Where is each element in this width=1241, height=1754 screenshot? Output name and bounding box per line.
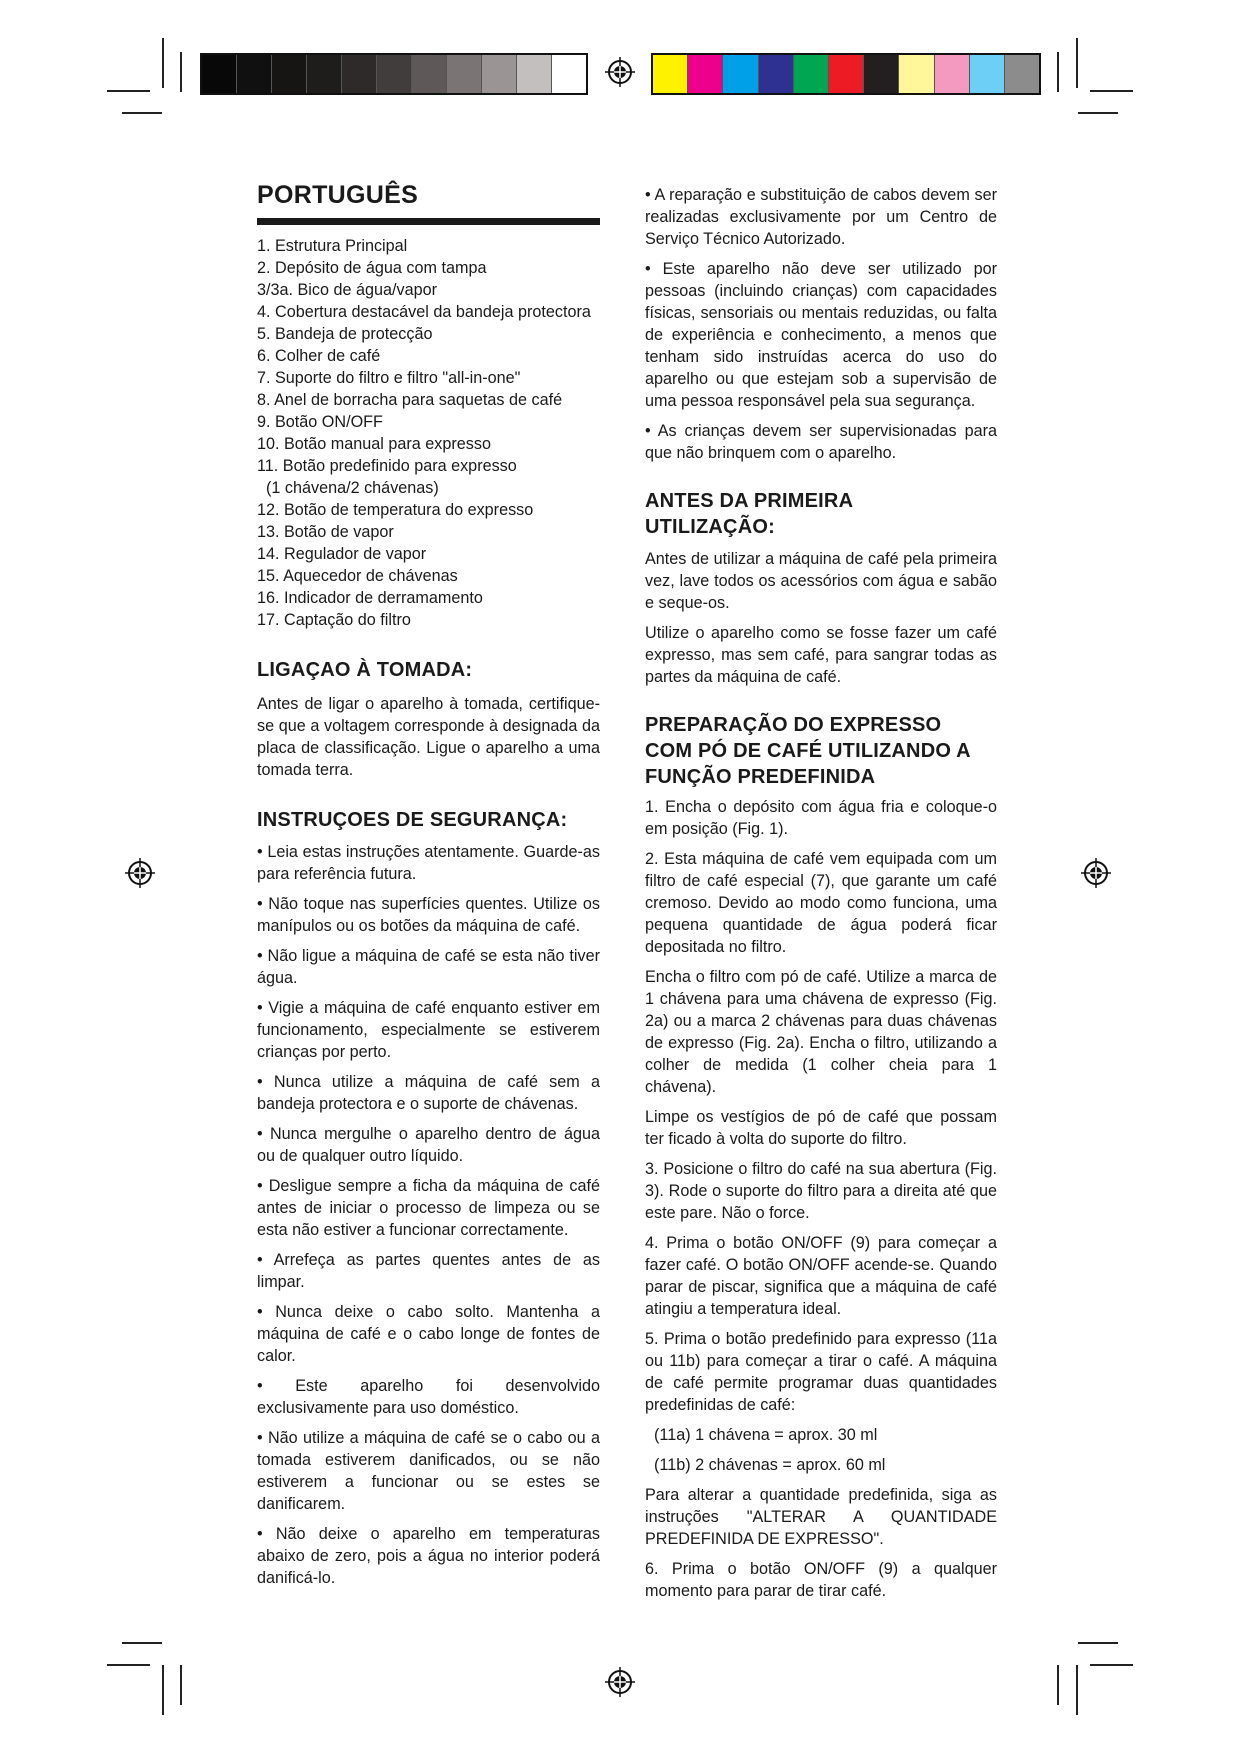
safety-item: • Nunca utilize a máquina de café sem a bandeja protectora e o suporte de chávenas.	[257, 1073, 600, 1113]
list-item: 1. Estrutura Principal	[257, 237, 408, 255]
crop-mark	[162, 38, 164, 88]
color-swatch	[899, 55, 934, 93]
section-title-line: PREPARAÇÃO DO EXPRESSO	[645, 714, 942, 736]
color-swatch	[237, 55, 272, 93]
safety-item: • Vigie a máquina de café enquanto estiver em funcionamento, especialmente se estiverem crianças por perto.	[257, 999, 600, 1061]
color-swatch	[723, 55, 758, 93]
safety-item: • Não ligue a máquina de café se esta não tiver água.	[257, 947, 600, 987]
color-swatch	[342, 55, 377, 93]
crop-mark	[1076, 38, 1078, 88]
crop-mark	[1078, 112, 1118, 114]
title-rule	[257, 218, 600, 225]
color-swatch	[202, 55, 237, 93]
safety-item: • Este aparelho foi desenvolvido exclusivamente para uso doméstico.	[257, 1377, 600, 1417]
safety-item: • A reparação e substituição de cabos devem ser realizadas exclusivamente por um Centro de Serviço Técnico Autorizado.	[645, 186, 997, 248]
crop-mark	[122, 1642, 162, 1644]
crop-mark	[107, 90, 150, 92]
list-item: 4. Cobertura destacável da bandeja protectora	[257, 303, 591, 321]
section-title-line: ANTES DA PRIMEIRA	[645, 490, 854, 512]
page-title: PORTUGUÊS	[257, 181, 419, 209]
section-title-seguranca: INSTRUÇOES DE SEGURANÇA:	[257, 809, 568, 831]
prep-step: 2. Esta máquina de café vem equipada com um filtro de café especial (7), que garante um café cremoso. Devido ao modo como funciona, uma pequena quantidade de água poderá ficar depositada no filtro.	[645, 850, 997, 956]
list-item: 8. Anel de borracha para saquetas de café	[257, 391, 563, 409]
list-item: 15. Aquecedor de chávenas	[257, 567, 458, 585]
prep-step: 4. Prima o botão ON/OFF (9) para começar a fazer café. O botão ON/OFF acende-se. Quando parar de piscar, significa que a máquina de café atingiu a temperatura ideal.	[645, 1234, 997, 1318]
safety-item: • Não toque nas superfícies quentes. Utilize os manípulos ou os botões da máquina de café.	[257, 895, 600, 935]
list-item: 5. Bandeja de protecção	[257, 325, 433, 343]
left-column	[257, 178, 600, 1597]
safety-item: • Este aparelho não deve ser utilizado por pessoas (incluindo crianças) com capacidades físicas, sensoriais ou mentais reduzidas, ou falta de experiência e conhecimento, a menos que tenham sido instruídas acerca do uso do aparelho ou que estejam sob a supervisão de uma pessoa responsável pela sua segurança.	[645, 260, 997, 410]
section-title-antes	[645, 488, 997, 540]
crop-mark	[122, 112, 162, 114]
color-swatch	[864, 55, 899, 93]
registration-mark-bottom-icon	[605, 1667, 635, 1697]
safety-item: • Não utilize a máquina de café se o cabo ou a tomada estiverem danificados, ou se não estiverem a funcionar ou se estes se danificarem.	[257, 1429, 600, 1513]
list-item: 11. Botão predefinido para expresso	[257, 457, 517, 475]
color-swatch	[552, 55, 586, 93]
list-item: 13. Botão de vapor	[257, 523, 394, 541]
crop-mark	[1078, 1642, 1118, 1644]
prep-paragraph: Encha o filtro com pó de café. Utilize a marca de 1 chávena para uma chávena de expresso (Fig. 2a) ou a marca 2 chávenas para duas chávenas de expresso (Fig. 2a). Encha o filtro, utilizando a colher de medida (1 colher cheia para 1 chávena).	[645, 968, 997, 1096]
crop-mark	[162, 1665, 164, 1715]
color-swatch	[517, 55, 552, 93]
preset-quantity: (11b) 2 chávenas = aprox. 60 ml	[654, 1456, 886, 1474]
list-item: 16. Indicador de derramamento	[257, 589, 483, 607]
color-swatch	[482, 55, 517, 93]
safety-item: • As crianças devem ser supervisionadas para que não brinquem com o aparelho.	[645, 422, 997, 462]
grayscale-color-bar	[200, 53, 588, 95]
right-column	[645, 184, 997, 1610]
list-item: (1 chávena/2 chávenas)	[266, 479, 439, 497]
crop-mark	[1090, 1664, 1133, 1666]
list-item: 6. Colher de café	[257, 347, 381, 365]
list-item: 7. Suporte do filtro e filtro "all-in-one"	[257, 369, 521, 387]
section-title-ligacao: LIGAÇAO À TOMADA:	[257, 659, 473, 681]
antes-paragraph: Antes de utilizar a máquina de café pela primeira vez, lave todos os acessórios com água e sabão e seque-os.	[645, 550, 997, 612]
crop-mark	[180, 52, 182, 92]
safety-item: • Arrefeça as partes quentes antes de as limpar.	[257, 1251, 600, 1291]
list-item: 2. Depósito de água com tampa	[257, 259, 487, 277]
color-swatch	[794, 55, 829, 93]
prep-step: 3. Posicione o filtro do café na sua abertura (Fig. 3). Rode o suporte do filtro para a direita até que este pare. Não o force.	[645, 1160, 997, 1222]
crop-mark	[107, 1664, 150, 1666]
color-swatch	[759, 55, 794, 93]
safety-item: • Desligue sempre a ficha da máquina de café antes de iniciar o processo de limpeza ou se esta não estiver a funcionar correctamente.	[257, 1177, 600, 1239]
section-title-line: FUNÇÃO PREDEFINIDA	[645, 766, 876, 788]
color-swatch	[653, 55, 688, 93]
prep-step: 6. Prima o botão ON/OFF (9) a qualquer momento para parar de tirar café.	[645, 1560, 997, 1600]
safety-item: • Nunca mergulhe o aparelho dentro de água ou de qualquer outro líquido.	[257, 1125, 600, 1165]
color-swatch	[272, 55, 307, 93]
crop-mark	[1057, 1665, 1059, 1705]
color-swatch	[377, 55, 412, 93]
color-swatch	[447, 55, 482, 93]
list-item: 12. Botão de temperatura do expresso	[257, 501, 534, 519]
list-item: 3/3a. Bico de água/vapor	[257, 281, 437, 299]
color-swatch	[935, 55, 970, 93]
parts-list	[257, 235, 600, 631]
cmyk-color-bar	[651, 53, 1041, 95]
color-swatch	[688, 55, 723, 93]
crop-mark	[1057, 52, 1059, 92]
prep-step: 5. Prima o botão predefinido para expresso (11a ou 11b) para começar a tirar o café. A máquina de café permite programar duas quantidades predefinidas de café:	[645, 1330, 997, 1414]
safety-item: • Não deixe o aparelho em temperaturas abaixo de zero, pois a água no interior poderá danificá-lo.	[257, 1525, 600, 1587]
list-item: 17. Captação do filtro	[257, 611, 411, 629]
prep-paragraph: Limpe os vestígios de pó de café que possam ter ficado à volta do suporte do filtro.	[645, 1108, 997, 1148]
section-title-line: COM PÓ DE CAFÉ UTILIZANDO A	[645, 740, 971, 762]
safety-item: • Nunca deixe o cabo solto. Mantenha a máquina de café e o cabo longe de fontes de calor.	[257, 1303, 600, 1365]
prep-paragraph: Para alterar a quantidade predefinida, siga as instruções "ALTERAR A QUANTIDADE PREDEFINIDA DE EXPRESSO".	[645, 1486, 997, 1548]
registration-mark-right-icon	[1081, 858, 1111, 888]
color-swatch	[970, 55, 1005, 93]
ligacao-paragraph: Antes de ligar o aparelho à tomada, certifique-se que a voltagem corresponde à designada da placa de classificação. Ligue o aparelho a uma tomada terra.	[257, 695, 600, 779]
registration-mark-top-icon	[605, 57, 635, 87]
section-title-line: UTILIZAÇÃO:	[645, 516, 775, 538]
crop-mark	[1090, 90, 1133, 92]
crop-mark	[1076, 1665, 1078, 1715]
crop-mark	[180, 1665, 182, 1705]
safety-item: • Leia estas instruções atentamente. Guarde-as para referência futura.	[257, 843, 600, 883]
list-item: 9. Botão ON/OFF	[257, 413, 383, 431]
list-item: 10. Botão manual para expresso	[257, 435, 491, 453]
section-title-preparacao	[645, 712, 997, 790]
color-swatch	[307, 55, 342, 93]
list-item: 14. Regulador de vapor	[257, 545, 427, 563]
registration-mark-left-icon	[125, 858, 155, 888]
preset-quantity: (11a) 1 chávena = aprox. 30 ml	[654, 1426, 878, 1444]
antes-paragraph: Utilize o aparelho como se fosse fazer um café expresso, mas sem café, para sangrar todas as partes da máquina de café.	[645, 624, 997, 686]
color-swatch	[412, 55, 447, 93]
color-swatch	[829, 55, 864, 93]
prep-step: 1. Encha o depósito com água fria e coloque-o em posição (Fig. 1).	[645, 798, 997, 838]
color-swatch	[1005, 55, 1039, 93]
